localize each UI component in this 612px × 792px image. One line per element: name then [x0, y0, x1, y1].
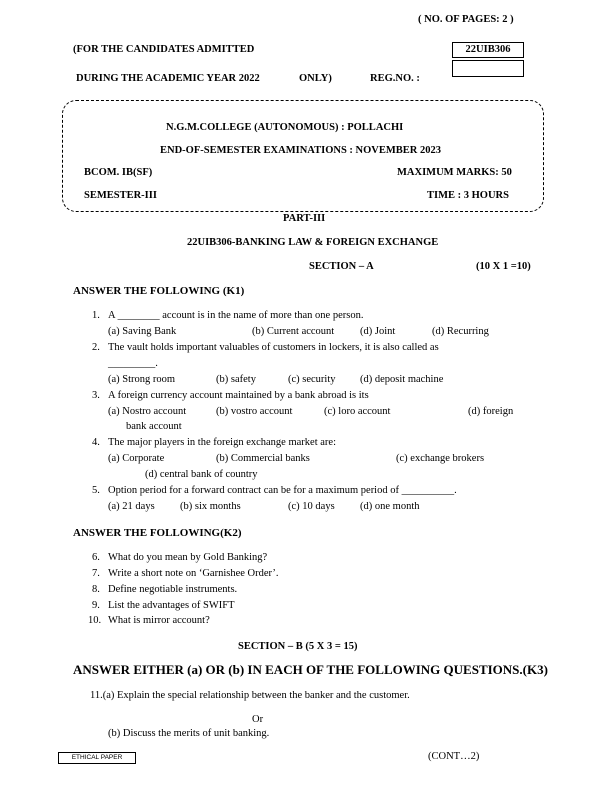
admitted-line: (FOR THE CANDIDATES ADMITTED	[73, 44, 255, 55]
k1-heading: ANSWER THE FOLLOWING (K1)	[73, 285, 245, 297]
question-number: 6.	[92, 552, 100, 563]
option: (a) Nostro account	[108, 406, 187, 417]
option: (c) 10 days	[288, 501, 335, 512]
question-text: The vault holds important valuables of customers in lockers, it is also called as	[108, 342, 439, 353]
option: (c) loro account	[324, 406, 391, 417]
option: (b) Commercial banks	[216, 453, 310, 464]
question-11b: (b) Discuss the merits of unit banking.	[108, 728, 270, 739]
question-number: 1.	[92, 310, 100, 321]
question-number: 4.	[92, 437, 100, 448]
question-number: 9.	[92, 600, 100, 611]
option: (b) six months	[180, 501, 241, 512]
question-continuation: _________.	[108, 358, 158, 369]
question-number: 8.	[92, 584, 100, 595]
continued-label: (CONT…2)	[428, 751, 480, 762]
only-label: ONLY)	[299, 73, 332, 84]
option: (d) deposit machine	[360, 374, 444, 385]
question-continuation: (d) central bank of country	[145, 469, 258, 480]
question-text: Define negotiable instruments.	[108, 584, 238, 595]
option: (d) Joint	[360, 326, 396, 337]
option: (b) Current account	[252, 326, 335, 337]
option: (b) vostro account	[216, 406, 293, 417]
question-text: Write a short note on ‘Garnishee Order’.	[108, 568, 279, 579]
reg-no-label: REG.NO. :	[370, 73, 420, 84]
question-text: What do you mean by Gold Banking?	[108, 552, 268, 563]
question-number: 2.	[92, 342, 100, 353]
ethical-paper-label: ETHICAL PAPER	[71, 754, 123, 761]
option: (c) security	[288, 374, 336, 385]
section-a-title: SECTION – A	[309, 261, 374, 272]
section-a-marks: (10 X 1 =10)	[476, 261, 531, 272]
question-text: List the advantages of SWIFT	[108, 600, 235, 611]
question-text: Option period for a forward contract can be for a maximum period of __________.	[108, 485, 457, 496]
question-number: 10.	[88, 615, 102, 626]
programme: BCOM. IB(SF)	[84, 167, 153, 178]
college-name: N.G.M.COLLEGE (AUTONOMOUS) : POLLACHI	[166, 122, 404, 133]
reg-no-box	[452, 60, 524, 77]
course-code: 22UIB306	[465, 44, 511, 55]
option: (d) one month	[360, 501, 420, 512]
academic-year: DURING THE ACADEMIC YEAR 2022	[76, 73, 260, 84]
question-number: 3.	[92, 390, 100, 401]
option: (c) exchange brokers	[396, 453, 485, 464]
paper-title: 22UIB306-BANKING LAW & FOREIGN EXCHANGE	[187, 237, 439, 248]
part-label: PART-III	[283, 213, 326, 224]
time: TIME : 3 HOURS	[427, 190, 509, 201]
ethical-paper-stamp	[58, 752, 136, 764]
or-label: Or	[252, 714, 264, 725]
question-continuation: bank account	[126, 421, 182, 432]
question-text: A ________ account is in the name of more than one person.	[108, 310, 364, 321]
question-number: 7.	[92, 568, 100, 579]
section-b-heading: ANSWER EITHER (a) OR (b) IN EACH OF THE FOLLOWING QUESTIONS.(K3)	[73, 662, 548, 677]
option: (a) Corporate	[108, 453, 165, 464]
option: (a) 21 days	[108, 501, 155, 512]
option: (a) Saving Bank	[108, 326, 177, 337]
question-text: A foreign currency account maintained by a bank abroad is its	[108, 390, 369, 401]
question-text: The major players in the foreign exchange market are:	[108, 437, 336, 448]
question-11a: 11.(a) Explain the special relationship between the banker and the customer.	[90, 690, 410, 701]
option: (b) safety	[216, 374, 256, 385]
max-marks: MAXIMUM MARKS: 50	[397, 167, 512, 178]
k2-heading: ANSWER THE FOLLOWING(K2)	[73, 527, 242, 539]
option: (d) Recurring	[432, 326, 489, 337]
section-b-title: SECTION – B (5 X 3 = 15)	[238, 641, 358, 652]
exam-title: END-OF-SEMESTER EXAMINATIONS : NOVEMBER 2023	[160, 145, 441, 156]
option: (d) foreign	[468, 406, 514, 417]
semester: SEMESTER-III	[84, 190, 157, 201]
course-code-box	[452, 42, 524, 58]
question-number: 5.	[92, 485, 100, 496]
question-text: What is mirror account?	[108, 615, 210, 626]
page-count: ( NO. OF PAGES: 2 )	[418, 14, 514, 25]
option: (a) Strong room	[108, 374, 176, 385]
